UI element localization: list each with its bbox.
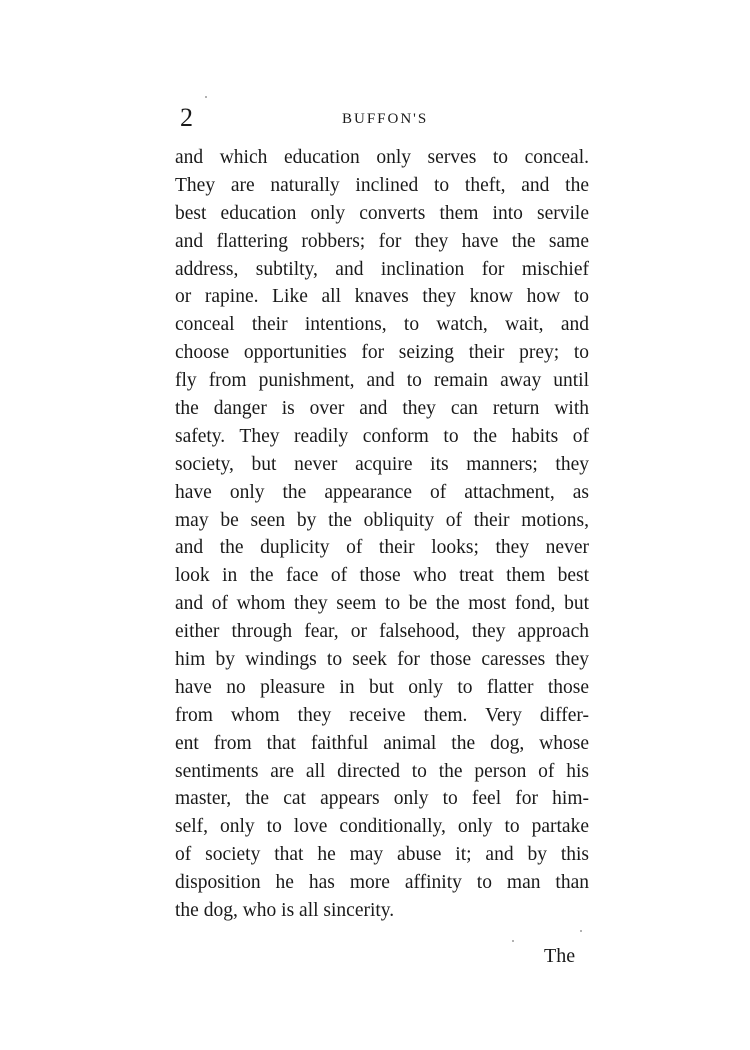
text-line: look in the face of those who treat them best — [175, 565, 589, 587]
paper-speck — [205, 96, 207, 98]
text-line: master, the cat appears only to feel for him- — [175, 788, 589, 810]
running-head — [180, 103, 585, 133]
text-line: have only the appearance of attachment, as — [175, 481, 589, 503]
text-line: and of whom they seem to be the most fond, but — [175, 593, 589, 615]
text-line: or rapine. Like all knaves they know how to — [175, 286, 589, 308]
text-line: ent from that faithful animal the dog, whose — [175, 732, 589, 754]
text-line: society, but never acquire its manners; they — [175, 453, 589, 475]
body-text — [175, 144, 589, 925]
text-line: him by windings to seek for those caresses they — [175, 649, 589, 671]
text-line: the dog, who is all sincerity. — [175, 900, 395, 922]
catchword: The — [544, 945, 576, 967]
text-line: may be seen by the obliquity of their motions, — [175, 509, 589, 531]
text-line: the danger is over and they can return with — [175, 398, 589, 420]
text-line: from whom they receive them. Very differ- — [175, 704, 589, 726]
text-line: and the duplicity of their looks; they never — [175, 537, 589, 559]
text-line: fly from punishment, and to remain away until — [175, 370, 589, 392]
text-line: and flattering robbers; for they have the same — [175, 230, 589, 252]
page-number: 2 — [180, 103, 193, 132]
text-line: They are naturally inclined to theft, and the — [175, 174, 589, 196]
paper-speck — [512, 940, 514, 942]
running-title: BUFFON'S — [342, 111, 429, 127]
text-line: disposition he has more affinity to man than — [175, 872, 589, 894]
paper-speck — [580, 930, 582, 932]
text-line: of society that he may abuse it; and by this — [175, 844, 589, 866]
text-line: safety. They readily conform to the habits of — [175, 425, 589, 447]
text-line: choose opportunities for seizing their prey; to — [175, 342, 589, 364]
text-line: best education only converts them into servile — [175, 202, 589, 224]
text-line: either through fear, or falsehood, they approach — [175, 621, 589, 643]
text-line: sentiments are all directed to the person of his — [175, 760, 589, 782]
text-line: conceal their intentions, to watch, wait, and — [175, 314, 589, 336]
text-line: self, only to love conditionally, only to partake — [175, 816, 589, 838]
text-line: have no pleasure in but only to flatter those — [175, 676, 589, 698]
text-line: address, subtilty, and inclination for mischief — [175, 258, 589, 280]
text-line: and which education only serves to conceal. — [175, 147, 589, 168]
